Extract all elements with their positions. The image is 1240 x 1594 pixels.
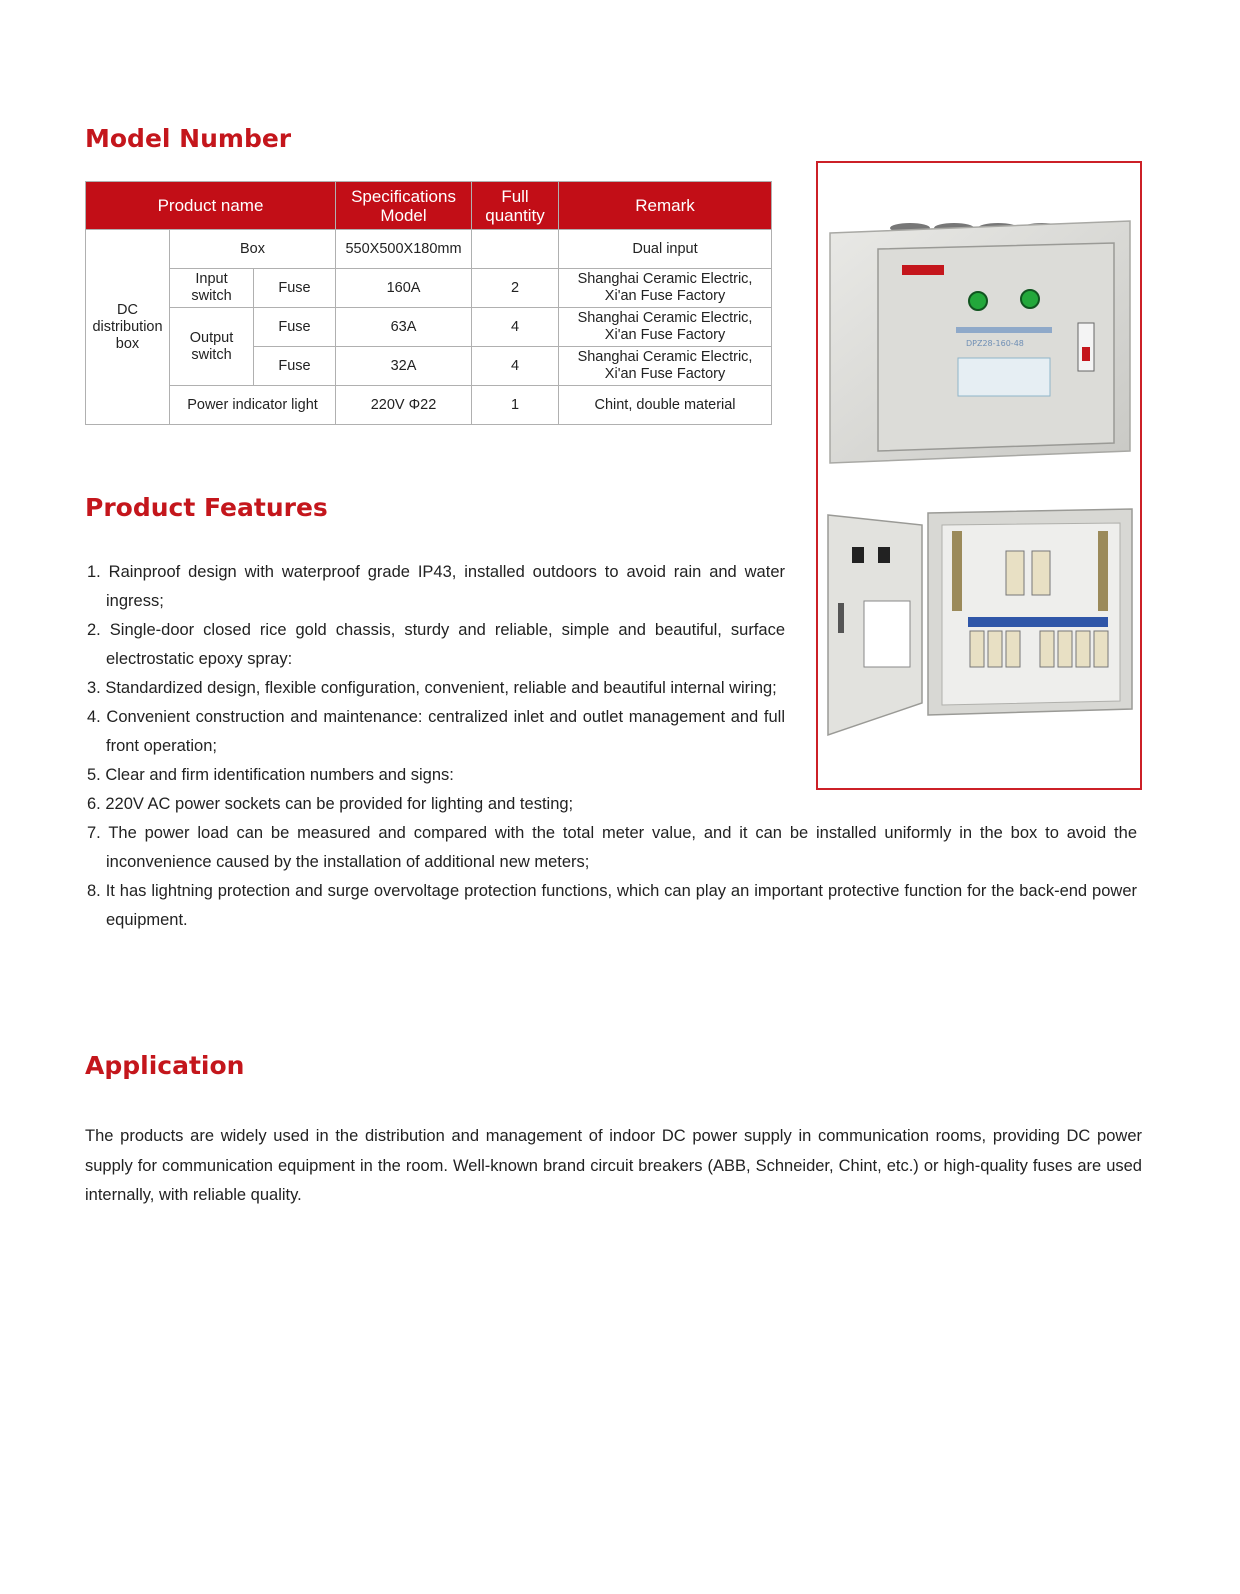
header-product-name: Product name [86,182,336,230]
cell-box-remark: Dual input [559,230,772,269]
closed-cabinet-image [818,163,1140,493]
cell-remark: Shanghai Ceramic Electric, Xi'an Fuse Factory [559,308,772,347]
table-row-indicator-light [86,386,772,425]
cell-remark: Shanghai Ceramic Electric, Xi'an Fuse Factory [559,269,772,308]
feature-item: 4. Convenient construction and maintenance: centralized inlet and outlet management and full front operation; [87,708,785,755]
cell-output-switch: Output switch [170,308,254,386]
feature-item: 8. It has lightning protection and surge overvoltage protection functions, which can play an important protective function for the back-end power equipment. [87,882,1137,929]
features-list [85,558,1137,935]
feature-item: 1. Rainproof design with waterproof grade IP43, installed outdoors to avoid rain and water ingress; [87,563,785,610]
table-header-row [86,182,772,230]
header-specifications: Specifications Model [336,182,472,230]
cabinet-model-label: DPZ28-160-48 [966,339,1024,348]
application-paragraph: The products are widely used in the distribution and management of indoor DC power supply in communication rooms, providing DC power supply for communication equipment in the room. Well-known brand circuit breakers (ABB, Schneider, Chint, etc.) or high-quality fuses are used internally, with reliable quality. [85,1127,1142,1204]
cell-qty: 4 [472,347,559,386]
cell-light-remark: Chint, double material [559,386,772,425]
feature-item: 6. 220V AC power sockets can be provided for lighting and testing; [87,795,574,813]
model-table [85,181,772,425]
cell-light-name: Power indicator light [170,386,336,425]
feature-item: 7. The power load can be measured and compared with the total meter value, and it can be installed uniformly in the box to avoid the inconvenience caused by the installation of additional new meters; [87,824,1137,871]
cell-qty: 4 [472,308,559,347]
cell-component: Fuse [254,347,336,386]
header-remark: Remark [559,182,772,230]
section-title-model-number: Model Number [85,124,292,153]
feature-item: 3. Standardized design, flexible configuration, convenient, reliable and beautiful internal wiring; [87,679,777,697]
cell-light-model: 220V Φ22 [336,386,472,425]
table-row-box [86,230,772,269]
cell-model: 32A [336,347,472,386]
feature-item: 5. Clear and firm identification numbers and signs: [87,766,454,784]
cell-model: 63A [336,308,472,347]
cell-box-name: Box [170,230,336,269]
cell-box-model: 550X500X180mm [336,230,472,269]
section-title-product-features: Product Features [85,493,328,522]
table-row-output-fuse-63 [86,308,772,347]
cell-input-switch: Input switch [170,269,254,308]
cell-component: Fuse [254,269,336,308]
group-dc-distribution-box: DC distribution box [86,230,170,425]
cell-box-qty [472,230,559,269]
header-full-quantity: Full quantity [472,182,559,230]
table-row-input-fuse [86,269,772,308]
section-title-application: Application [85,1051,245,1080]
cell-component: Fuse [254,308,336,347]
cell-qty: 2 [472,269,559,308]
cell-light-qty: 1 [472,386,559,425]
feature-item: 2. Single-door closed rice gold chassis, sturdy and reliable, simple and beautiful, surface electrostatic epoxy spray: [87,621,785,668]
cell-remark: Shanghai Ceramic Electric, Xi'an Fuse Factory [559,347,772,386]
cell-model: 160A [336,269,472,308]
